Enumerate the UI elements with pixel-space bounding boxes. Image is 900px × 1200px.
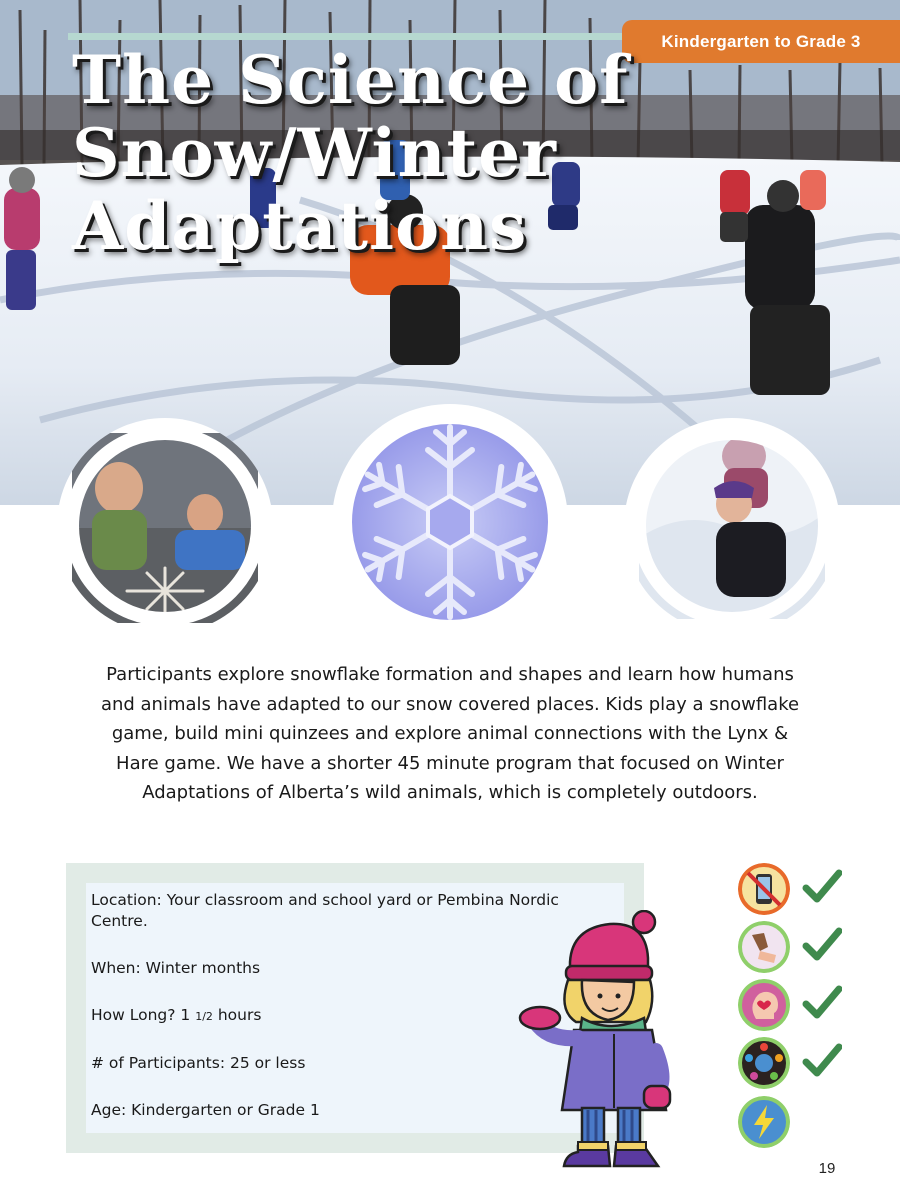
lightning-icon: [738, 1096, 790, 1148]
heart-head-icon: [738, 979, 790, 1031]
classroom-photo: [57, 418, 273, 634]
community-icon: [738, 1037, 790, 1089]
program-description: Participants explore snowflake formation and shapes and learn how humans and animals have adapted to our snow covered places. Kids play a snowflake game, build mini quinzees and explore animal connections with the Lynx & Hare game. We have a shorter 45 minute program that focused on Winter Adaptations of Alberta’s wild animals, which is completely outdoors.: [100, 664, 800, 803]
info-participants: # of Participants: 25 or less: [91, 1054, 306, 1072]
snow-fort-illustration: [624, 418, 840, 634]
no-phone-icon: [738, 863, 790, 915]
grade-badge: Kindergarten to Grade 3: [622, 20, 900, 63]
winter-kid-character-illustration: [518, 910, 678, 1172]
how-long-prefix: How Long? 1: [91, 1006, 196, 1024]
how-long-fraction: 1/2: [195, 1010, 213, 1023]
snowflake-icon: [332, 404, 568, 640]
snow-fort-photo: [624, 418, 840, 634]
hands-icon: [738, 921, 790, 973]
page-number: 19: [818, 1160, 836, 1177]
title-line-3: Adaptations: [72, 187, 528, 265]
checkmark-icon-3: [802, 984, 842, 1020]
how-long-suffix: hours: [212, 1006, 262, 1024]
classroom-illustration: [57, 418, 273, 634]
info-location: Location: Your classroom and school yard or Pembina Nordic Centre.: [91, 891, 559, 930]
page-title: [72, 41, 632, 265]
snowflake-photo: [332, 404, 568, 640]
title-line-2: Snow/Winter: [72, 114, 557, 192]
info-age: Age: Kindergarten or Grade 1: [91, 1101, 320, 1119]
checkmark-icon-1: [802, 868, 842, 904]
checkmark-icon-4: [802, 1042, 842, 1078]
checkmark-icon-2: [802, 926, 842, 962]
accent-bar: [68, 33, 628, 40]
info-when: When: Winter months: [91, 959, 261, 977]
title-line-1: The Science of: [72, 41, 629, 119]
